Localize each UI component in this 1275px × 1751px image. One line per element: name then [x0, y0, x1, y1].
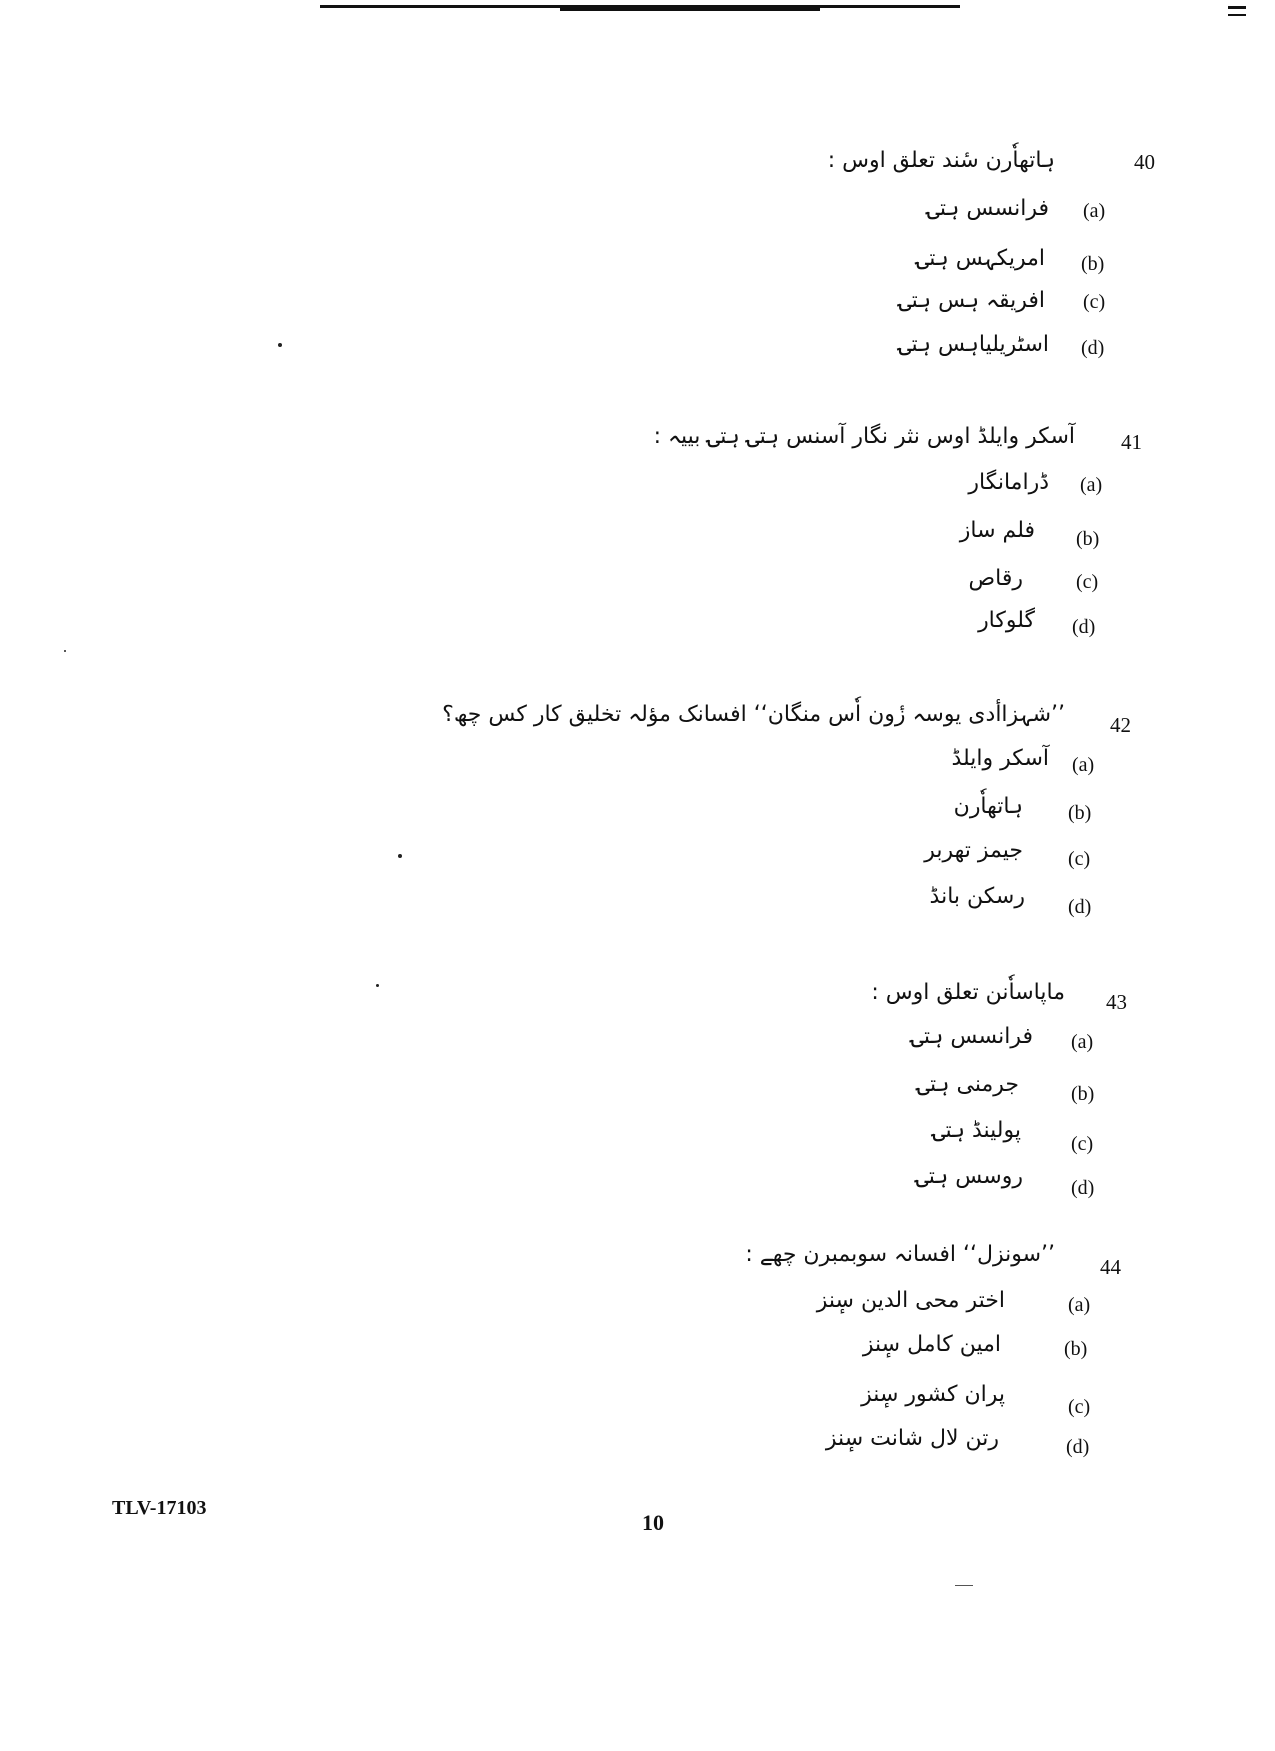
option-letter: (c) [1068, 1396, 1091, 1418]
option-text: امریکہس ہتۍ [916, 246, 1045, 271]
scan-speck [278, 343, 282, 347]
option-text: پران کشور سٕنز [861, 1382, 1005, 1407]
option-letter: (b) [1071, 1083, 1095, 1105]
question-text: آسکر وایلڈ اوس نثر نگار آسنس ہتۍ ہتۍ بییہ : [653, 424, 1075, 449]
option-text: روسس ہتۍ [915, 1164, 1023, 1189]
question-number: 40 [1134, 150, 1155, 174]
option-text: امین کامل سٕنز [862, 1332, 1001, 1357]
option-letter: (b) [1064, 1338, 1088, 1360]
corner-mark [1228, 6, 1246, 9]
option-letter: (c) [1076, 571, 1099, 593]
option-text: جیمز تھربر [924, 838, 1023, 863]
option-letter: (b) [1076, 528, 1100, 550]
option-letter: (d) [1066, 1436, 1090, 1458]
footer-dash [955, 1585, 973, 1586]
option-text: پولینڈ ہتۍ [932, 1118, 1021, 1143]
scan-speck [398, 854, 402, 858]
question-text: ماپاساٗنن تعلق اوس : [871, 980, 1065, 1005]
option-text: فرانسس ہتۍ [911, 1024, 1033, 1049]
option-letter: (d) [1071, 1177, 1095, 1199]
question-text: ’’سونزل‘‘ افسانہ سوبمبرن چھے : [745, 1242, 1055, 1267]
option-letter: (a) [1080, 474, 1103, 496]
option-letter: (d) [1068, 896, 1092, 918]
option-letter: (a) [1072, 754, 1095, 776]
corner-mark-2 [1228, 14, 1246, 16]
document-code: TLV-17103 [112, 1497, 207, 1519]
option-text: ڈرامانگار [968, 470, 1049, 495]
option-text: رسکن بانڈ [929, 884, 1025, 909]
page-number: 10 [642, 1510, 664, 1535]
question-text: ہاتھاٗرن سٔند تعلق اوس : [827, 148, 1055, 173]
option-text: فلم ساز [959, 518, 1035, 543]
option-letter: (a) [1083, 200, 1106, 222]
option-letter: (c) [1083, 291, 1106, 313]
option-text: جرمنی ہتۍ [917, 1072, 1019, 1097]
option-text: ہاتھاٗرن [953, 794, 1023, 819]
option-letter: (b) [1068, 802, 1092, 824]
option-text: رقاص [968, 566, 1023, 591]
option-text: رتن لال شانت سٕنز [825, 1426, 999, 1451]
scan-speck [376, 984, 379, 987]
option-letter: (d) [1081, 337, 1105, 359]
question-text: ’’شہزاأدی یوسہ زٔون اٗس منگان‘‘ افسانک مؤلہ تخلیق کار کس چھ؟ [442, 702, 1065, 727]
top-rule-thick [560, 7, 820, 11]
option-text: فرانسس ہتۍ [927, 196, 1049, 221]
option-text: افریقہ ہس ہتۍ [898, 288, 1045, 313]
question-number: 43 [1106, 990, 1127, 1014]
option-letter: (d) [1072, 616, 1096, 638]
question-number: 44 [1100, 1255, 1121, 1279]
option-letter: (a) [1068, 1294, 1091, 1316]
option-text: آسکر وایلڈ [951, 746, 1049, 771]
question-number: 41 [1121, 430, 1142, 454]
option-letter: (a) [1071, 1031, 1094, 1053]
option-letter: (c) [1071, 1133, 1094, 1155]
scan-speck [64, 650, 66, 652]
option-letter: (c) [1068, 848, 1091, 870]
option-letter: (b) [1081, 253, 1105, 275]
option-text: اسٹریلیاہس ہتۍ [898, 332, 1049, 357]
option-text: گلوکار [978, 608, 1035, 633]
question-number: 42 [1110, 713, 1131, 737]
option-text: اختر محی الدین سٕنز [816, 1288, 1005, 1313]
